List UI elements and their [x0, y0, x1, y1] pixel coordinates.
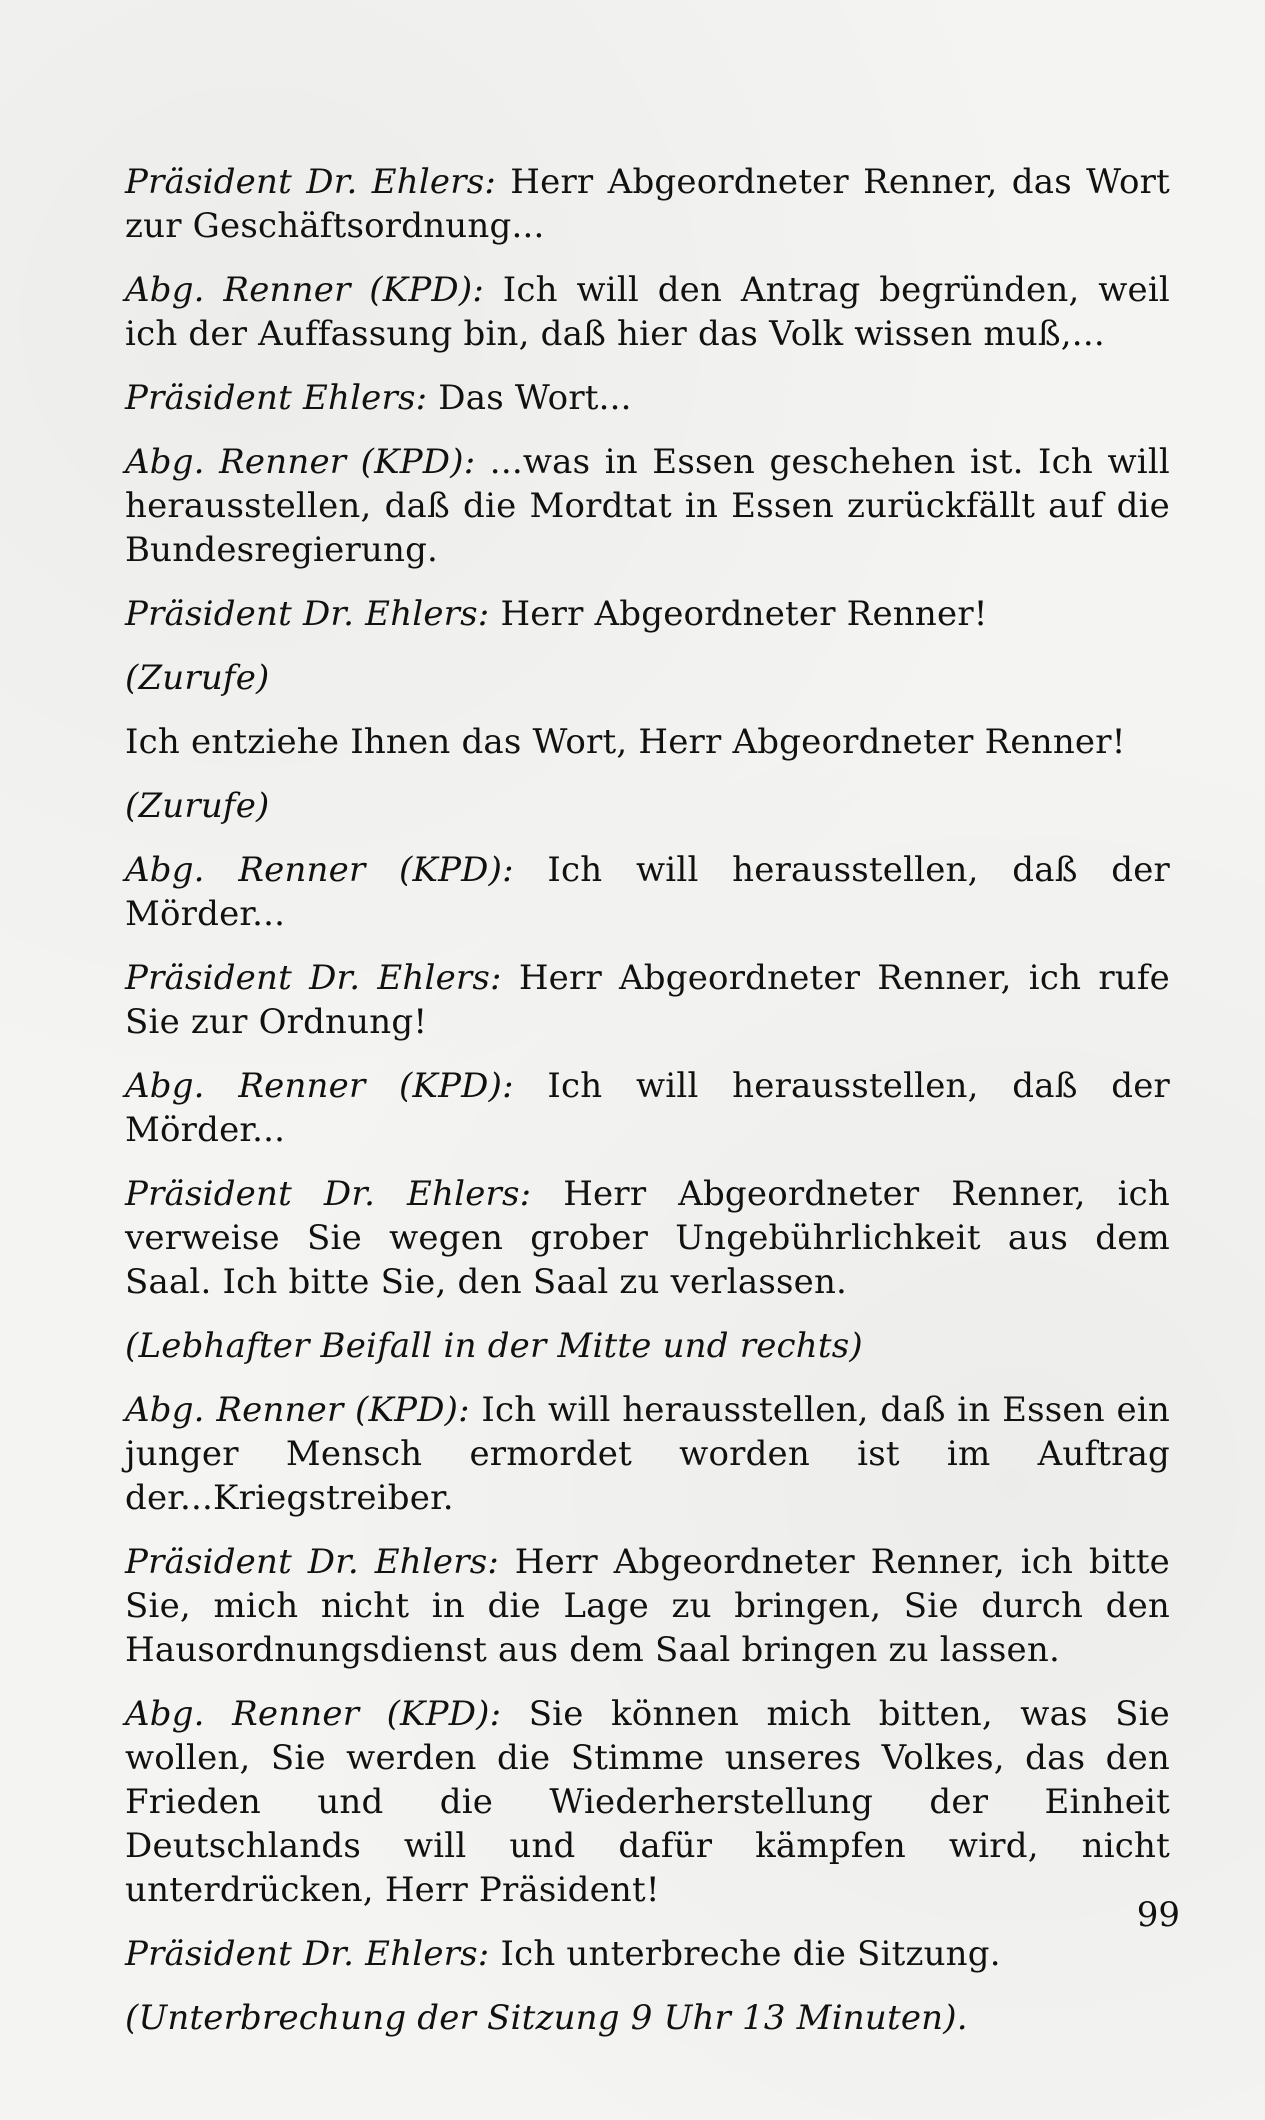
- stage-direction: (Unterbrechung der Sitzung 9 Uhr 13 Minuten).: [125, 1998, 968, 2038]
- speech-text: Ich unterbreche die Sitzung.: [489, 1934, 1001, 1974]
- speaker-label: Abg. Renner (KPD):: [125, 270, 484, 310]
- paragraph: [125, 848, 1170, 936]
- paragraph: [125, 1064, 1170, 1152]
- paragraph: [125, 268, 1170, 356]
- paragraph: [125, 592, 1170, 636]
- stage-direction: (Zurufe): [125, 786, 270, 826]
- speaker-label: Präsident Dr. Ehlers:: [125, 1542, 499, 1582]
- paragraph: Ich entziehe Ihnen das Wort, Herr Abgeordneter Renner!: [125, 722, 1126, 762]
- speech-text: Herr Abgeordneter Renner, ich verweise Sie wegen grober Ungebührlichkeit aus dem Saal. Ich bitte Sie, den Saal zu verlassen.: [125, 1174, 1170, 1302]
- paragraph: [125, 1540, 1170, 1672]
- paragraph: [125, 1172, 1170, 1304]
- speaker-label: Präsident Dr. Ehlers:: [125, 958, 502, 998]
- page-number: 99: [1136, 1895, 1180, 1935]
- speaker-label: Abg. Renner (KPD):: [125, 1390, 470, 1430]
- speech-text: Herr Abgeordneter Renner, ich rufe Sie zur Ordnung!: [125, 958, 1170, 1042]
- speech-text: Herr Abgeordneter Renner, ich bitte Sie, mich nicht in die Lage zu bringen, Sie durch den Hausordnungsdienst aus dem Saal bringen zu lassen.: [125, 1542, 1171, 1670]
- speech-text: Ich will den Antrag begründen, weil ich der Auffassung bin, daß hier das Volk wissen muß,...: [125, 270, 1170, 354]
- paragraph: [125, 376, 1170, 420]
- stage-direction: (Zurufe): [125, 658, 270, 698]
- paragraph: [125, 1692, 1170, 1912]
- speaker-label: Präsident Dr. Ehlers:: [125, 594, 490, 634]
- speech-text: Ich will herausstellen, daß der Mörder...: [125, 850, 1170, 934]
- paragraph: [125, 956, 1170, 1044]
- speech-text: Ich will herausstellen, daß in Essen ein junger Mensch ermordet worden ist im Auftrag der...Kriegstreiber.: [125, 1390, 1170, 1518]
- paragraph: [125, 1388, 1170, 1520]
- speaker-label: Präsident Dr. Ehlers:: [125, 1934, 490, 1974]
- stage-direction: (Lebhafter Beifall in der Mitte und rechts): [125, 1326, 863, 1366]
- speaker-label: Präsident Ehlers:: [125, 378, 428, 418]
- speech-text: Herr Abgeordneter Renner, das Wort zur Geschäftsordnung...: [125, 162, 1170, 246]
- speech-text: ...was in Essen geschehen ist. Ich will herausstellen, daß die Mordtat in Essen zurückfällt auf die Bundesregierung.: [125, 442, 1170, 570]
- speech-text: Das Wort...: [427, 378, 632, 418]
- speaker-label: Abg. Renner (KPD):: [125, 442, 476, 482]
- speaker-label: Abg. Renner (KPD):: [125, 1694, 502, 1734]
- speech-text: Herr Abgeordneter Renner!: [489, 594, 988, 634]
- speech-text: Ich will herausstellen, daß der Mörder...: [125, 1066, 1170, 1150]
- transcript-body: [125, 160, 1170, 2060]
- paragraph: [125, 440, 1170, 572]
- speaker-label: Abg. Renner (KPD):: [125, 850, 514, 890]
- paragraph: [125, 1932, 1170, 1976]
- speaker-label: Präsident Dr. Ehlers:: [125, 1174, 532, 1214]
- speech-text: Sie können mich bitten, was Sie wollen, Sie werden die Stimme unseres Volkes, das den Frieden und die Wiederherstellung der Einheit Deutschlands will und dafür kämpfen wird, nicht unterdrücken, Herr Präsident!: [125, 1694, 1170, 1910]
- speaker-label: Abg. Renner (KPD):: [125, 1066, 514, 1106]
- paragraph: [125, 160, 1170, 248]
- speaker-label: Präsident Dr. Ehlers:: [125, 162, 497, 202]
